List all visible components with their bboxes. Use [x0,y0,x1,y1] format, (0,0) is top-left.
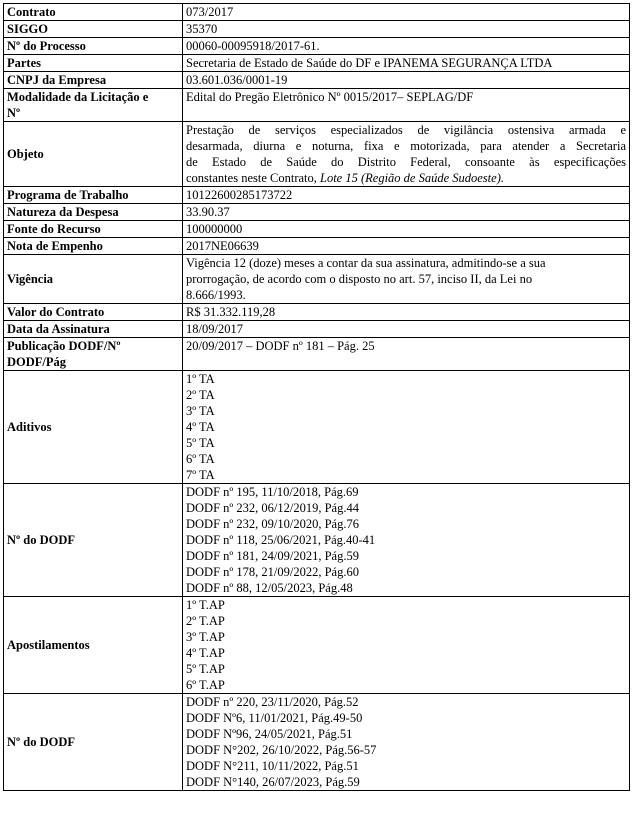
aditivo-item: 3º TA [186,404,215,418]
value-natureza: 33.90.37 [183,204,630,221]
aditivo-item: 6º TA [186,452,215,466]
apostilamento-item: 1º T.AP [186,598,225,612]
label-contrato: Contrato [4,4,183,21]
value-siggo: 35370 [183,21,630,38]
value-fonte: 100000000 [183,221,630,238]
label-fonte: Fonte do Recurso [4,221,183,238]
dodf-apostilamento-item: DODF N°202, 26/10/2022, Pág.56-57 [186,743,377,757]
value-dodf-aditivos [183,484,630,597]
vigencia-line: Vigência 12 (doze) meses a contar da sua assinatura, admitindo-se a sua [186,256,546,270]
apostilamento-item: 2º T.AP [186,614,225,628]
label-siggo: SIGGO [4,21,183,38]
label-programa: Programa de Trabalho [4,187,183,204]
value-valor: R$ 31.332.119,28 [183,304,630,321]
dodf-aditivo-item: DODF nº 232, 06/12/2019, Pág.44 [186,501,359,515]
objeto-line: de Estado de Saúde do Distrito Federal, consoante às especificações [186,155,626,169]
row-fonte [4,221,630,238]
row-programa [4,187,630,204]
row-objeto [4,122,630,187]
dodf-aditivo-item: DODF nº 232, 09/10/2020, Pág.76 [186,517,359,531]
label-modalidade-line: Modalidade da Licitação e [7,90,149,104]
row-apostilamentos [4,597,630,694]
aditivo-item: 4º TA [186,420,215,434]
label-cnpj: CNPJ da Empresa [4,72,183,89]
value-nota: 2017NE06639 [183,238,630,255]
value-publicacao: 20/09/2017 – DODF nº 181 – Pág. 25 [183,338,630,371]
dodf-apostilamento-item: DODF Nº96, 24/05/2021, Pág.51 [186,727,353,741]
row-aditivos [4,371,630,484]
value-vigencia [183,255,630,304]
dodf-aditivo-item: DODF nº 118, 25/06/2021, Pág.40-41 [186,533,376,547]
aditivo-item: 2º TA [186,388,215,402]
label-modalidade-line: Nº [7,106,21,120]
dodf-aditivo-item: DODF nº 88, 12/05/2023, Pág.48 [186,581,353,595]
value-dodf-apostilamentos [183,694,630,791]
value-modalidade: Edital do Pregão Eletrônico Nº 0015/2017– SEPLAG/DF [183,89,630,122]
label-natureza: Natureza da Despesa [4,204,183,221]
dodf-apostilamento-item: DODF N°140, 26/07/2023, Pág.59 [186,775,360,789]
value-objeto [183,122,630,187]
row-cnpj [4,72,630,89]
value-processo: 00060-00095918/2017-61. [183,38,630,55]
row-partes [4,55,630,72]
contract-table [3,3,630,791]
value-aditivos [183,371,630,484]
dodf-aditivo-item: DODF nº 195, 11/10/2018, Pág.69 [186,485,359,499]
objeto-line: Prestação de serviços especializados de vigilância ostensiva armada e [186,123,626,137]
value-contrato: 073/2017 [183,4,630,21]
objeto-line: desarmada, diurna e noturna, fixa e motorizada, para atender a Secretaria [186,139,626,153]
label-processo: Nº do Processo [4,38,183,55]
label-partes: Partes [4,55,183,72]
value-partes: Secretaria de Estado de Saúde do DF e IPANEMA SEGURANÇA LTDA [183,55,630,72]
row-dodf-aditivos [4,484,630,597]
row-dodf-apostilamentos [4,694,630,791]
label-assinatura: Data da Assinatura [4,321,183,338]
value-programa: 10122600285173722 [183,187,630,204]
label-aditivos: Aditivos [4,371,183,484]
value-apostilamentos [183,597,630,694]
label-dodf-apostilamentos: Nº do DODF [4,694,183,791]
apostilamento-item: 6º T.AP [186,678,225,692]
dodf-apostilamento-item: DODF N°211, 10/11/2022, Pág.51 [186,759,359,773]
aditivo-item: 7º TA [186,468,215,482]
vigencia-line: prorrogação, de acordo com o disposto no art. 57, inciso II, da Lei no [186,272,533,286]
row-assinatura [4,321,630,338]
value-assinatura: 18/09/2017 [183,321,630,338]
row-siggo [4,21,630,38]
objeto-line-last [186,170,626,186]
label-vigencia: Vigência [4,255,183,304]
label-dodf-aditivos: Nº do DODF [4,484,183,597]
label-objeto: Objeto [4,122,183,187]
label-publicacao-line: DODF/Pág [7,355,67,369]
dodf-apostilamento-item: DODF nº 220, 23/11/2020, Pág.52 [186,695,359,709]
row-vigencia [4,255,630,304]
row-processo [4,38,630,55]
label-nota: Nota de Empenho [4,238,183,255]
dodf-aditivo-item: DODF nº 178, 21/09/2022, Pág.60 [186,565,359,579]
row-contrato [4,4,630,21]
value-cnpj: 03.601.036/0001-19 [183,72,630,89]
row-valor [4,304,630,321]
objeto-text: constantes neste Contrato, [186,171,320,185]
apostilamento-item: 3º T.AP [186,630,225,644]
row-publicacao [4,338,630,371]
apostilamento-item: 4º T.AP [186,646,225,660]
row-modalidade [4,89,630,122]
label-apostilamentos: Apostilamentos [4,597,183,694]
objeto-lote: Lote 15 (Região de Saúde Sudoeste). [320,171,504,185]
aditivo-item: 5º TA [186,436,215,450]
row-nota [4,238,630,255]
aditivo-item: 1º TA [186,372,215,386]
label-valor: Valor do Contrato [4,304,183,321]
apostilamento-item: 5º T.AP [186,662,225,676]
label-modalidade [4,89,183,122]
label-publicacao [4,338,183,371]
dodf-aditivo-item: DODF nº 181, 24/09/2021, Pág.59 [186,549,359,563]
row-natureza [4,204,630,221]
label-publicacao-line: Publicação DODF/Nº [7,339,121,353]
vigencia-line: 8.666/1993. [186,288,246,302]
dodf-apostilamento-item: DODF Nº6, 11/01/2021, Pág.49-50 [186,711,363,725]
